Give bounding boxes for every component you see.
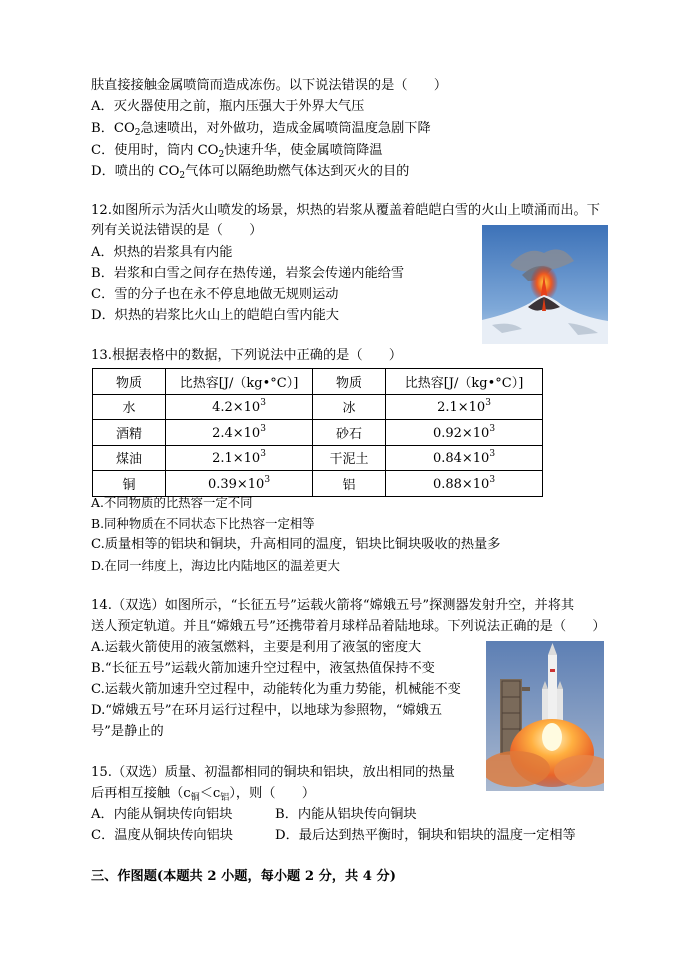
volcano-image [482, 225, 608, 344]
q13-option-c: C.质量相等的铝块和铜块，升高相同的温度，铝块比铜块吸收的热量多 [91, 537, 501, 552]
q14-option-d-line1: D.“嫦娥五号”在环月运行过程中，以地球为参照物，“嫦娥五 [91, 703, 443, 718]
q15-stem-line1: 15.（双选）质量、初温都相同的铜块和铝块，放出相同的热量 [91, 765, 455, 780]
table-cell-substance: 冰 [313, 394, 386, 420]
q11-stem: 肤直接接触金属喷筒而造成冻伤。以下说法错误的是（ ） [91, 78, 448, 93]
table-row [93, 394, 543, 420]
table-row [93, 420, 543, 446]
table-header-cell: 比热容[J/（kg•°C）] [166, 369, 313, 395]
q15-option-a: A．内能从铜块传向铝块 [91, 807, 233, 822]
q12-stem-line1: 12.如图所示为活火山喷发的场景，炽热的岩浆从覆盖着皑皑白雪的火山上喷涌而出。下 [91, 203, 600, 218]
q12-option-c: C．雪的分子也在永不停息地做无规则运动 [91, 287, 339, 302]
table-header-cell: 物质 [313, 369, 386, 395]
q14-stem-line2: 送人预定轨道。并且“嫦娥五号”还携带着月球样品着陆地球。下列说法正确的是（ ） [91, 619, 606, 634]
q15-option-b: B．内能从铝块传向铜块 [275, 807, 417, 822]
q14-stem-line1: 14.（双选）如图所示，“长征五号”运载火箭将“嫦娥五号”探测器发射升空，并将其 [91, 598, 575, 613]
q11-option-b: B．$CO_2$急速喷出，对外做功，造成金属喷筒温度急剧下降 [91, 121, 431, 138]
table-cell-value: $2.4\times 10^3$ [166, 420, 313, 446]
table-header-row [93, 369, 543, 395]
specific-heat-table [92, 368, 543, 497]
table-cell-substance: 铜 [93, 471, 166, 497]
q14-option-a: A.运载火箭使用的液氢燃料，主要是利用了液氢的密度大 [91, 640, 422, 655]
table-cell-substance: 铝 [313, 471, 386, 497]
table-cell-substance: 砂石 [313, 420, 386, 446]
table-cell-value: $0.84\times 10^3$ [386, 445, 543, 471]
q13-option-d: D.在同一纬度上，海边比内陆地区的温差更大 [91, 558, 340, 573]
q14-option-d-line2: 号”是静止的 [91, 724, 164, 739]
table-cell-value: $0.92\times 10^3$ [386, 420, 543, 446]
table-cell-value: $2.1\times 10^3$ [166, 445, 313, 471]
table-cell-substance: 酒精 [93, 420, 166, 446]
table-header-cell: 比热容[J/（kg•°C）] [386, 369, 543, 395]
table-row [93, 445, 543, 471]
table-cell-value: $4.2\times 10^3$ [166, 394, 313, 420]
q14-option-b: B.“长征五号”运载火箭加速升空过程中，液氢热值保持不变 [91, 661, 435, 676]
q13-option-b: B.同种物质在不同状态下比热容一定相等 [91, 516, 315, 531]
q13-option-a: A.不同物质的比热容一定不同 [91, 495, 253, 510]
q15-option-c: C．温度从铜块传向铝块 [91, 828, 233, 843]
rocket-launch-image [486, 641, 604, 791]
table-cell-value: $0.88\times 10^3$ [386, 471, 543, 497]
q11-option-c: C．使用时，筒内 $CO_2$快速升华，使金属喷筒降温 [91, 143, 383, 160]
q12-option-a: A．炽热的岩浆具有内能 [91, 245, 233, 260]
table-cell-substance: 煤油 [93, 445, 166, 471]
q15-stem-line2: 后再相互接触$(c_铜<c_铝)$，则（ ） [91, 786, 316, 803]
table-cell-substance: 干泥土 [313, 445, 386, 471]
q11-option-a: A．灭火器使用之前，瓶内压强大于外界大气压 [91, 99, 365, 114]
q12-stem-line2: 列有关说法错误的是（ ） [91, 223, 263, 238]
q15-option-d: D．最后达到热平衡时，铜块和铝块的温度一定相等 [275, 828, 576, 843]
table-row [93, 471, 543, 497]
q11-option-d: D．喷出的 $CO_2$气体可以隔绝助燃气体达到灭火的目的 [91, 164, 410, 181]
table-cell-value: $0.39\times 10^3$ [166, 471, 313, 497]
section-3-heading: 三、作图题(本题共 2 小题，每小题 2 分，共 4 分) [91, 869, 396, 884]
q13-stem: 13.根据表格中的数据，下列说法中正确的是（ ） [91, 348, 403, 363]
table-header-cell: 物质 [93, 369, 166, 395]
q12-option-b: B．岩浆和白雪之间存在热传递，岩浆会传递内能给雪 [91, 266, 405, 281]
q12-option-d: D．炽热的岩浆比火山上的皑皑白雪内能大 [91, 308, 339, 323]
q14-option-c: C.运载火箭加速升空过程中，动能转化为重力势能，机械能不变 [91, 682, 461, 697]
table-cell-substance: 水 [93, 394, 166, 420]
table-cell-value: $2.1\times 10^3$ [386, 394, 543, 420]
